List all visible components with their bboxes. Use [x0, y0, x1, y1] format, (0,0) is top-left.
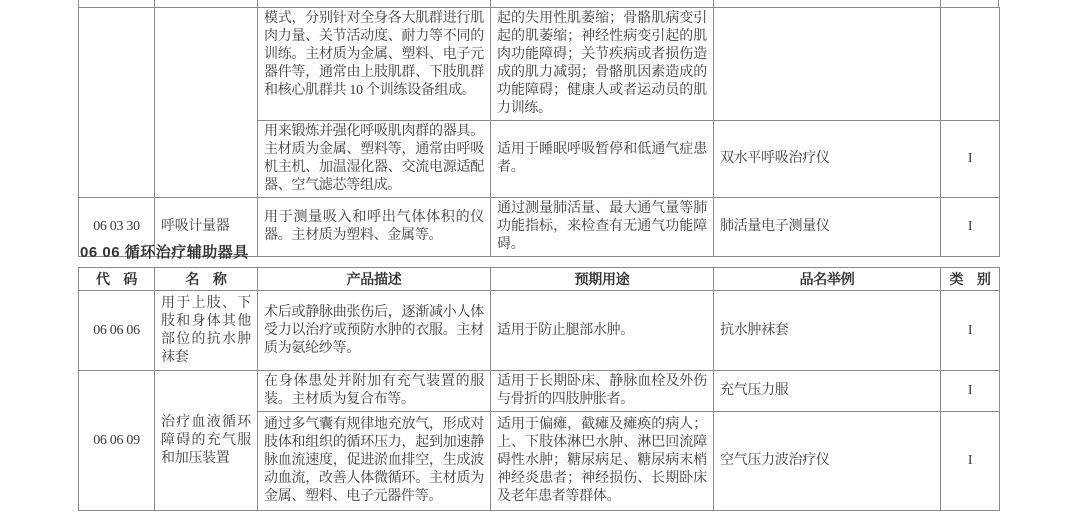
example-name-cell: 抗水肿袜套: [714, 291, 941, 371]
class-cell: I: [941, 198, 1000, 257]
name-cell: [155, 8, 258, 198]
example-name-cell: [714, 8, 941, 121]
code-cell: 06 06 09: [79, 371, 155, 511]
product-desc-cell: 在身体患处并附加有充气装置的服装。主材质为复合布等。: [258, 371, 491, 412]
intended-use-cell: 适用于偏瘫，截瘫及瘫痪的病人；上、下肢体淋巴水肿、淋巴回流障碍性水肿；糖尿病足、糖尿病末梢神经炎患者；神经损伤、长期卧床及老年患者等群体。: [491, 412, 714, 511]
code-cell: [79, 8, 155, 198]
code-cell: 06 06 06: [79, 291, 155, 371]
header-use: 预期用途: [491, 268, 714, 291]
example-name-cell: 肺活量电子测量仪: [714, 198, 941, 257]
code-cell: 06 03 30: [79, 198, 155, 257]
class-cell: I: [941, 121, 1000, 198]
intended-use-cell: 起的失用性肌萎缩；骨骼肌病变引起的肌萎缩；神经性病变引起的肌肉功能障碍；关节疾病或者损伤造成的肌力减弱；骨骼肌因素造成的功能障碍；健康人或者运动员的肌力训练。: [491, 8, 714, 121]
intended-use-cell: 适用于睡眠呼吸暂停和低通气症患者。: [491, 121, 714, 198]
class-cell: [941, 8, 1000, 121]
device-table-circulatory: [78, 267, 1000, 511]
product-desc-cell: 术后或静脉曲张伤后，逐渐减小人体受力以治疗或预防水肿的衣服。主材质为氨纶纱等。: [258, 291, 491, 371]
class-cell: I: [941, 412, 1000, 511]
device-table-respiratory: [78, 7, 1000, 257]
table-header-row: [79, 268, 1000, 291]
header-name: 名 称: [155, 268, 258, 291]
example-name-cell: 双水平呼吸治疗仪: [714, 121, 941, 198]
intended-use-cell: 通过测量肺活量、最大通气量等肺功能指标，来检查有无通气功能障碍。: [491, 198, 714, 257]
example-name-cell: 充气压力服: [714, 371, 941, 412]
table-row: [79, 371, 1000, 412]
header-class: 类 别: [941, 268, 1000, 291]
class-cell: I: [941, 291, 1000, 371]
example-name-cell: 空气压力波治疗仪: [714, 412, 941, 511]
product-desc-cell: 用于测量吸入和呼出气体体积的仪器。主材质为塑料、金属等。: [258, 198, 491, 257]
product-desc-cell: 用来锻炼并强化呼吸肌肉群的器具。主材质为金属、塑料等，通常由呼吸机主机、加温湿化器、交流电源适配器、空气滤芯等组成。: [258, 121, 491, 198]
product-desc-cell: 模式，分别针对全身各大肌群进行肌肉力量、关节活动度、耐力等不同的训练。主材质为金属、塑料、电子元器件等，通常由上肢肌群、下肢肌群和核心肌群共 10 个训练设备组成。: [258, 8, 491, 121]
product-desc-cell: 通过多气囊有规律地充放气，形成对肢体和组织的循环压力，起到加速静脉血流速度，促进淤血排空，生成波动血流，改善人体微循环。主材质为金属、塑料、电子元器件等。: [258, 412, 491, 511]
name-cell: 用于上肢、下肢和身体其他部位的抗水肿袜套: [155, 291, 258, 371]
intended-use-cell: 适用于防止腿部水肿。: [491, 291, 714, 371]
section-title: 06 06 循环治疗辅助器具: [80, 244, 249, 261]
name-cell: 呼吸计量器: [155, 198, 258, 257]
header-desc: 产品描述: [258, 268, 491, 291]
class-cell: I: [941, 371, 1000, 412]
table-row: [79, 8, 1000, 121]
table-row: [79, 291, 1000, 371]
header-example: 品名举例: [714, 268, 941, 291]
name-cell: 治疗血液循环障碍的充气服和加压装置: [155, 371, 258, 511]
header-code: 代 码: [79, 268, 155, 291]
intended-use-cell: 适用于长期卧床、静脉血栓及外伤与骨折的四肢肿胀者。: [491, 371, 714, 412]
